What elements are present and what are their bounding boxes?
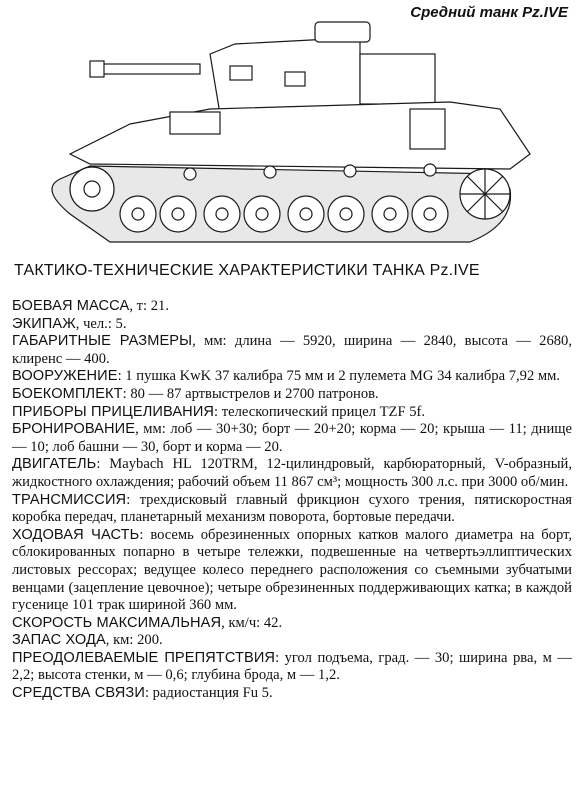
spec-item	[12, 650, 572, 685]
spec-label: ГАБАРИТНЫЕ РАЗМЕРЫ	[12, 333, 193, 350]
spec-value: : радиостанция Fu 5.	[144, 685, 273, 702]
spec-item	[12, 368, 572, 386]
spec-item	[12, 386, 572, 404]
spec-value: , мм: длина — 5920, ширина — 2840, высота — 2680, клиренс — 400.	[12, 333, 572, 367]
spec-value: : 1 пушка KwK 37 калибра 75 мм и 2 пулемета MG 34 калибра 7,92 мм.	[117, 368, 561, 385]
spec-value: : телескопический прицел TZF 5f.	[214, 403, 426, 420]
spec-item	[12, 404, 572, 422]
spec-value: , км/ч: 42.	[221, 614, 283, 631]
spec-item	[12, 492, 572, 527]
spec-label: ХОДОВАЯ ЧАСТЬ	[12, 526, 140, 543]
spec-label: ВООРУЖЕНИЕ	[12, 368, 118, 385]
spec-label: ПРИБОРЫ ПРИЦЕЛИВАНИЯ	[12, 403, 215, 420]
spec-label: БОЕКОМПЛЕКТ	[12, 385, 123, 402]
spec-value: : 80 — 87 артвыстрелов и 2700 патронов.	[122, 385, 379, 402]
spec-label: СРЕДСТВА СВЯЗИ	[12, 685, 145, 702]
spec-value: : трехдисковый главный фрикцион сухого трения, пятискоростная коробка передач, планетарный механизм поворота, бортовые передачи.	[12, 491, 572, 526]
spec-item	[12, 421, 572, 456]
spec-item	[12, 298, 572, 316]
spec-value: , км: 200.	[105, 632, 163, 649]
spec-value: : восемь обрезиненных опорных катков малого диаметра на борт, сблокированных попарно в четыре тележки, подвешенные на четвертьэллиптических листовых рессорах; ведущее колесо переднего расположения со съемными зубчатыми венцами (зацепление цевочное); четыре обрезиненных поддерживающих катка; в каждой гусенице 101 трак шириной 360 мм.	[12, 526, 573, 614]
spec-item	[12, 456, 572, 491]
spec-value: , чел.: 5.	[75, 315, 127, 332]
spec-item	[12, 316, 572, 334]
tank-illustration	[30, 14, 560, 256]
spec-label: СКОРОСТЬ МАКСИМАЛЬНАЯ	[12, 614, 222, 631]
spec-item	[12, 685, 572, 703]
spec-label: ДВИГАТЕЛЬ	[12, 456, 97, 473]
spec-value: , т: 21.	[129, 298, 169, 314]
spec-item	[12, 615, 572, 633]
spec-label: ПРЕОДОЛЕВАЕМЫЕ ПРЕПЯТСТВИЯ	[12, 649, 276, 666]
spec-label: ТРАНСМИССИЯ	[12, 491, 127, 508]
spec-item	[12, 333, 572, 368]
spec-value: : угол подъема, град. — 30; ширина рва, м — 2,2; высота стенки, м — 0,6; глубина брода, м — 1,2.	[12, 649, 572, 684]
spec-list	[12, 298, 572, 703]
spec-value: : Maybach HL 120TRM, 12-цилиндровый, карбюраторный, V-образный, жидкостного охлаждения; рабочий объем 11 867 см³; мощность 300 л.с. при 3000 об/мин.	[12, 456, 572, 490]
spec-label: БОЕВАЯ МАССА	[12, 298, 130, 314]
spec-value: , мм: лоб — 30+30; борт — 20+20; корма — 20; крыша — 11; днище — 10; лоб башни — 30, борт и корма — 20.	[12, 421, 572, 455]
spec-item	[12, 527, 572, 615]
spec-item	[12, 632, 572, 650]
page-title: Средний танк Pz.IVE	[410, 4, 568, 21]
spec-heading: ТАКТИКО-ТЕХНИЧЕСКИЕ ХАРАКТЕРИСТИКИ ТАНКА Pz.IVE	[14, 262, 480, 279]
spec-label: ЗАПАС ХОДА	[12, 632, 106, 649]
spec-label: ЭКИПАЖ	[12, 315, 76, 332]
spec-label: БРОНИРОВАНИЕ	[12, 421, 136, 438]
